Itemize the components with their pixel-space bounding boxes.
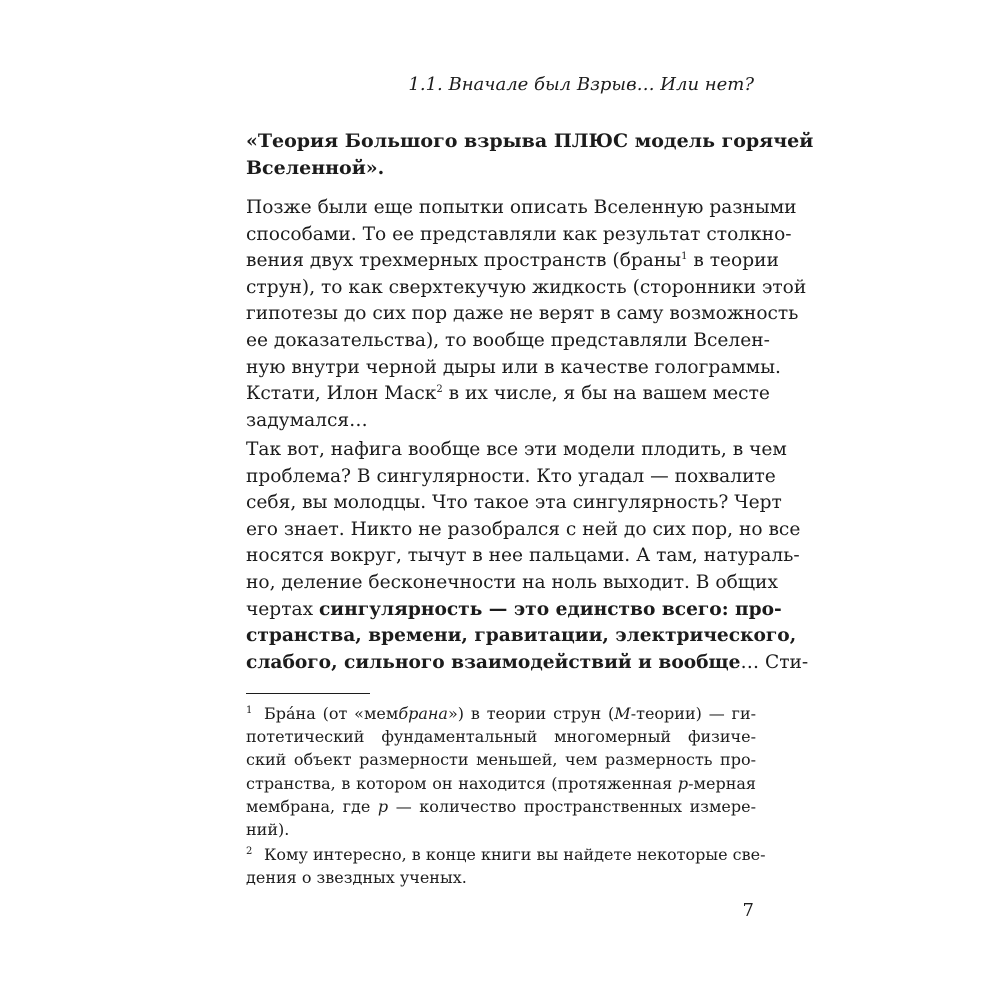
footnote-line: [246, 795, 756, 818]
paragraph-line: Позже были еще попытки описать Вселенную разными: [246, 197, 797, 218]
paragraph-fragment: в их числе, я бы на вашем месте: [448, 383, 770, 405]
paragraph-line: струн), то как сверхтекучую жидкость (сторонники этой: [246, 276, 807, 298]
footnote-fragment: странства, в котором он находится (протяженная: [246, 773, 678, 793]
footnote-fragment: -мерная: [688, 773, 756, 793]
section-heading: [246, 128, 814, 181]
paragraph-line: способами. То ее представляли как результат столкно-: [246, 223, 792, 245]
footnote-fragment: -теории) — ги-: [630, 704, 757, 723]
paragraph-fragment: вения двух трехмерных пространств (браны: [246, 250, 682, 272]
paragraph-line: задумался…: [246, 409, 368, 431]
bold-emphasis: странства, времени, гравитации, электрического,: [246, 625, 797, 647]
footnote-italic: p: [677, 773, 689, 793]
paragraph-line: [246, 650, 809, 677]
footnote-line: ний).: [246, 819, 290, 839]
footnotes: [246, 702, 766, 890]
footnote-fragment: — количество пространственных измере-: [388, 796, 756, 816]
footnote-line: [246, 772, 756, 795]
paragraph-line: [246, 248, 779, 275]
footnote-fragment: Бра́на (от «мем: [264, 704, 399, 723]
footnote-line: дения о звездных ученых.: [246, 868, 467, 888]
paragraph: [246, 437, 809, 676]
paragraph-line: носятся вокруг, тычут в нее пальцами. А там, натураль-: [246, 545, 800, 567]
paragraph-fragment: в теории: [693, 250, 779, 272]
footnote-line: потетический фундаментальный многомерный физиче-: [246, 727, 756, 747]
paragraph-line: проблема? В сингулярности. Кто угадал — похвалите: [246, 465, 776, 487]
footnote-line: ский объект размерности меньшей, чем размерность про-: [246, 750, 756, 770]
heading-line: «Теория Большого взрыва ПЛЮС модель горячей: [246, 130, 814, 152]
paragraph-line: Так вот, нафига вообще все эти модели плодить, в чем: [246, 439, 787, 460]
footnote-ref[interactable]: 1: [681, 251, 688, 263]
paragraph: [246, 195, 807, 434]
running-header: 1.1. Вначале был Взрыв… Или нет?: [408, 74, 754, 95]
footnote-italic: брана: [398, 704, 448, 723]
paragraph-fragment: Кстати, Илон Маск: [246, 383, 437, 405]
bold-emphasis: сингулярность — это единство всего: про-: [318, 598, 782, 620]
paragraph-line: ную внутри черной дыры или в качестве голограммы.: [246, 356, 781, 378]
footnote-ref[interactable]: 2: [436, 384, 443, 396]
paragraph-line: [246, 597, 782, 624]
paragraph-line: ее доказательства), то вообще представляли Вселен-: [246, 329, 770, 351]
paragraph-line: но, деление бесконечности на ноль выходит. В общих: [246, 571, 778, 593]
page-number: 7: [742, 900, 754, 921]
paragraph-fragment: чертах: [246, 598, 314, 620]
paragraph-line: [246, 623, 797, 650]
footnote-fragment: мембрана, где: [246, 796, 378, 816]
paragraph-fragment: … Сти-: [740, 651, 809, 673]
bold-emphasis: слабого, сильного взаимодействий и вообще: [246, 651, 741, 673]
footnote-2: [246, 843, 766, 889]
footnote-italic: p: [377, 796, 389, 816]
paragraph-line: себя, вы молодцы. Что такое эта сингулярность? Черт: [246, 492, 782, 514]
heading-line: Вселенной».: [246, 156, 385, 179]
footnote-italic: М: [614, 704, 631, 723]
footnote-divider: [246, 693, 370, 694]
footnote-fragment: ») в теории струн (: [447, 704, 615, 723]
footnote-line: 1 Бра́на (от «мембрана») в теории струн (М-теории) — ги-: [246, 704, 757, 723]
footnote-1: [246, 702, 756, 841]
footnote-line: 2 Кому интересно, в конце книги вы найдете некоторые све-: [246, 845, 766, 865]
paragraph-line: [246, 381, 770, 408]
paragraph-line: его знает. Никто не разобрался с ней до сих пор, но все: [246, 518, 801, 540]
footnote-fragment: Кому интересно, в конце книги вы найдете некоторые све-: [264, 845, 766, 865]
paragraph-line: гипотезы до сих пор даже не верят в саму возможность: [246, 303, 799, 325]
